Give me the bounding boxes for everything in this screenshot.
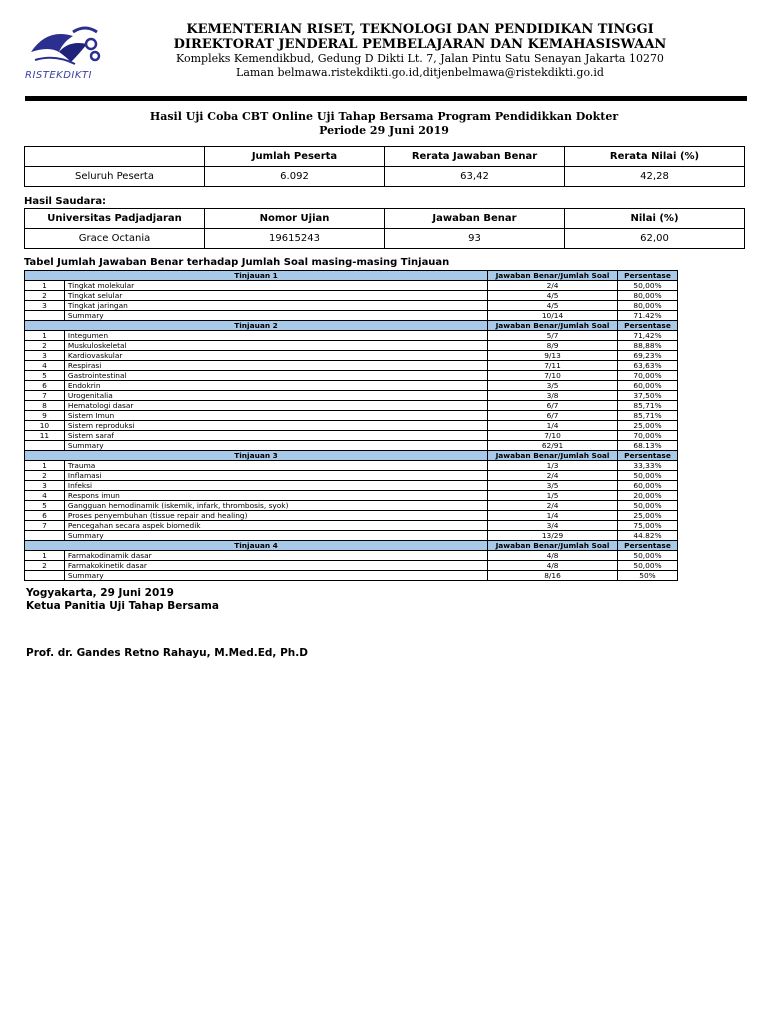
row-topic: Pencegahan secara aspek biomedik [64,521,487,531]
section-header-row [25,451,678,461]
row-topic: Hematologi dasar [64,401,487,411]
row-topic: Integumen [64,331,487,341]
row-percentage: 50,00% [618,501,678,511]
table-row [25,381,678,391]
row-score: 10/14 [488,311,618,321]
summary-row [25,311,678,321]
row-score: 5/7 [488,331,618,341]
letterhead [150,22,690,80]
result-label: Hasil Saudara: [24,196,107,207]
summary-cell: 63,42 [385,167,565,187]
row-percentage: 50,00% [618,551,678,561]
result-header-cell: Nomor Ujian [205,209,385,229]
result-header-cell: Universitas Padjadjaran [25,209,205,229]
row-topic: Trauma [64,461,487,471]
table-row [25,561,678,571]
row-number: 2 [25,291,65,301]
row-number: 2 [25,341,65,351]
table-row [25,281,678,291]
row-number: 2 [25,561,65,571]
section-title: Tinjauan 1 [25,271,488,281]
row-percentage: 85,71% [618,401,678,411]
table-row [25,511,678,521]
row-percentage: 71.42% [618,311,678,321]
summary-header-cell: Rerata Nilai (%) [565,147,745,167]
row-topic: Farmakokinetik dasar [64,561,487,571]
overall-summary-table [24,146,745,187]
place-date: Yogyakarta, 29 Juni 2019 [26,587,174,599]
row-percentage: 37,50% [618,391,678,401]
row-number: 9 [25,411,65,421]
summary-row [25,441,678,451]
detail-caption: Tabel Jumlah Jawaban Benar terhadap Jumlah Soal masing-masing Tinjauan [24,257,450,268]
row-topic: Tingkat jaringan [64,301,487,311]
table-row [25,421,678,431]
column-header-jawaban: Jawaban Benar/Jumlah Soal [488,541,618,551]
row-topic: Proses penyembuhan (tissue repair and healing) [64,511,487,521]
row-percentage: 69,23% [618,351,678,361]
ministry-name: KEMENTERIAN RISET, TEKNOLOGI DAN PENDIDIKAN TINGGI [186,22,654,37]
row-topic: Tingkat molekular [64,281,487,291]
row-number [25,441,65,451]
row-topic: Inflamasi [64,471,487,481]
row-score: 7/10 [488,431,618,441]
row-topic: Infeksi [64,481,487,491]
row-topic: Summary [64,311,487,321]
header-divider [25,96,747,101]
row-percentage: 70,00% [618,431,678,441]
row-number: 1 [25,551,65,561]
section-title: Tinjauan 2 [25,321,488,331]
row-score: 3/5 [488,381,618,391]
row-number: 10 [25,421,65,431]
row-number: 6 [25,511,65,521]
row-score: 7/10 [488,371,618,381]
title-line-2: Periode 29 Juni 2019 [319,124,449,137]
row-topic: Summary [64,531,487,541]
row-percentage: 20,00% [618,491,678,501]
table-row [25,501,678,511]
row-score: 8/16 [488,571,618,581]
row-number: 5 [25,371,65,381]
row-number: 1 [25,461,65,471]
row-percentage: 25,00% [618,421,678,431]
row-percentage: 70,00% [618,371,678,381]
result-cell: 19615243 [205,229,385,249]
table-row [25,411,678,421]
row-percentage: 80,00% [618,301,678,311]
logo-text: RISTEKDIKTI [25,70,92,81]
section-header-row [25,271,678,281]
row-topic: Muskuloskeletal [64,341,487,351]
row-percentage: 75,00% [618,521,678,531]
row-topic: Respirasi [64,361,487,371]
row-number: 5 [25,501,65,511]
row-score: 6/7 [488,411,618,421]
row-topic: Respons imun [64,491,487,501]
row-percentage: 71,42% [618,331,678,341]
section-header-row [25,541,678,551]
row-percentage: 44.82% [618,531,678,541]
row-score: 9/13 [488,351,618,361]
row-score: 4/8 [488,561,618,571]
row-number: 3 [25,351,65,361]
row-score: 2/4 [488,471,618,481]
summary-header-cell [25,147,205,167]
row-number: 7 [25,391,65,401]
section-title: Tinjauan 4 [25,541,488,551]
column-header-persentase: Persentase [618,541,678,551]
row-score: 1/3 [488,461,618,471]
row-topic: Gastrointestinal [64,371,487,381]
address: Kompleks Kemendikbud, Gedung D Dikti Lt. 7, Jalan Pintu Satu Senayan Jakarta 10270 [176,52,664,65]
table-row [25,491,678,501]
table-row [25,461,678,471]
row-percentage: 50,00% [618,281,678,291]
signature-block [26,587,219,613]
row-score: 3/8 [488,391,618,401]
row-topic: Gangguan hemodinamik (iskemik, infark, thrombosis, syok) [64,501,487,511]
row-percentage: 50,00% [618,561,678,571]
row-number: 4 [25,361,65,371]
row-percentage: 50,00% [618,471,678,481]
result-header-row [25,209,745,229]
column-header-jawaban: Jawaban Benar/Jumlah Soal [488,321,618,331]
table-row [25,551,678,561]
row-topic: Sistem Imun [64,411,487,421]
row-score: 1/4 [488,511,618,521]
row-topic: Farmakodinamik dasar [64,551,487,561]
result-header-cell: Nilai (%) [565,209,745,229]
row-percentage: 50% [618,571,678,581]
result-header-cell: Jawaban Benar [385,209,565,229]
row-topic: Summary [64,571,487,581]
row-percentage: 68.13% [618,441,678,451]
column-header-jawaban: Jawaban Benar/Jumlah Soal [488,271,618,281]
table-row [25,371,678,381]
row-score: 1/4 [488,421,618,431]
title-line-1: Hasil Uji Coba CBT Online Uji Tahap Bersama Program Pendidikkan Dokter [149,110,619,123]
row-score: 3/5 [488,481,618,491]
table-row [25,391,678,401]
summary-header-cell: Jumlah Peserta [205,147,385,167]
result-cell: 62,00 [565,229,745,249]
table-row [25,351,678,361]
summary-cell: 42,28 [565,167,745,187]
row-score: 62/91 [488,441,618,451]
row-number: 3 [25,481,65,491]
row-score: 2/4 [488,281,618,291]
document-title [25,110,743,138]
table-row [25,301,678,311]
directorate-name: DIREKTORAT JENDERAL PEMBELAJARAN DAN KEMAHASISWAAN [173,37,667,52]
summary-header-cell: Rerata Jawaban Benar [385,147,565,167]
table-row [25,331,678,341]
row-percentage: 60,00% [618,481,678,491]
personal-result-table [24,208,745,249]
summary-header-row [25,147,745,167]
ristekdikti-emblem-icon [25,22,105,72]
table-row [25,291,678,301]
row-percentage: 88,88% [618,341,678,351]
row-score: 4/5 [488,301,618,311]
table-row [25,431,678,441]
row-topic: Endokrin [64,381,487,391]
result-cell: 93 [385,229,565,249]
row-number: 11 [25,431,65,441]
website-email: Laman belmawa.ristekdikti.go.id,ditjenbelmawa@ristekdikti.go.id [236,66,604,79]
row-percentage: 33,33% [618,461,678,471]
row-number [25,311,65,321]
summary-row [25,571,678,581]
table-row [25,341,678,351]
row-score: 1/5 [488,491,618,501]
column-header-persentase: Persentase [618,451,678,461]
summary-data-row [25,167,745,187]
row-topic: Summary [64,441,487,451]
row-topic: Kardiovaskular [64,351,487,361]
row-number [25,571,65,581]
row-number: 4 [25,491,65,501]
result-cell: Grace Octania [25,229,205,249]
row-score: 3/4 [488,521,618,531]
table-row [25,471,678,481]
row-number: 1 [25,281,65,291]
summary-row [25,531,678,541]
row-score: 6/7 [488,401,618,411]
row-number: 1 [25,331,65,341]
column-header-jawaban: Jawaban Benar/Jumlah Soal [488,451,618,461]
row-topic: Sistem reproduksi [64,421,487,431]
row-score: 2/4 [488,501,618,511]
row-number: 8 [25,401,65,411]
table-row [25,481,678,491]
tinjauan-detail-table [24,270,678,581]
signer-role: Ketua Panitia Uji Tahap Bersama [26,600,219,612]
row-percentage: 80,00% [618,291,678,301]
row-topic: Urogenitalia [64,391,487,401]
row-score: 13/29 [488,531,618,541]
column-header-persentase: Persentase [618,321,678,331]
row-percentage: 25,00% [618,511,678,521]
signer-name: Prof. dr. Gandes Retno Rahayu, M.Med.Ed, Ph.D [26,647,308,659]
row-number: 3 [25,301,65,311]
table-row [25,361,678,371]
row-topic: Tingkat selular [64,291,487,301]
row-percentage: 63,63% [618,361,678,371]
row-number [25,531,65,541]
section-title: Tinjauan 3 [25,451,488,461]
row-percentage: 60,00% [618,381,678,391]
result-data-row [25,229,745,249]
row-score: 4/8 [488,551,618,561]
ristekdikti-logo [25,22,105,88]
row-score: 7/11 [488,361,618,371]
section-header-row [25,321,678,331]
row-score: 4/5 [488,291,618,301]
column-header-persentase: Persentase [618,271,678,281]
table-row [25,401,678,411]
row-topic: Sistem saraf [64,431,487,441]
table-row [25,521,678,531]
summary-cell: Seluruh Peserta [25,167,205,187]
row-number: 2 [25,471,65,481]
row-percentage: 85,71% [618,411,678,421]
row-number: 6 [25,381,65,391]
row-number: 7 [25,521,65,531]
summary-cell: 6.092 [205,167,385,187]
row-score: 8/9 [488,341,618,351]
